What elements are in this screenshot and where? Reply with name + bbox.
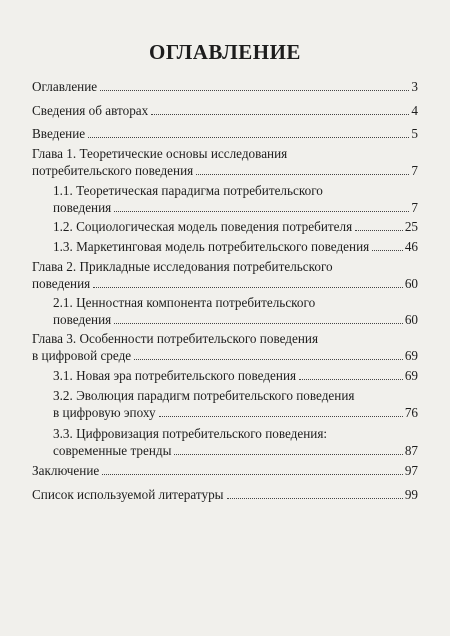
- toc-page-number: 7: [411, 200, 418, 215]
- toc-entry-text: Список используемой литературы: [32, 487, 224, 502]
- toc-page-number: 7: [411, 163, 418, 178]
- toc-entry-text: Сведения об авторах: [32, 103, 149, 118]
- toc-entry[interactable]: [53, 218, 418, 235]
- toc-entry-text: Введение: [32, 126, 86, 141]
- toc-page-number: 87: [404, 443, 418, 458]
- toc-entry[interactable]: [53, 199, 418, 216]
- toc-entry[interactable]: [53, 238, 418, 255]
- toc-page-number: 4: [411, 103, 418, 118]
- leader-dots: [88, 137, 409, 138]
- toc-page-number: 69: [404, 368, 418, 383]
- toc-page-number: 46: [404, 239, 418, 254]
- toc-entry[interactable]: [32, 347, 418, 364]
- toc-entry[interactable]: [32, 125, 418, 142]
- leader-dots: [372, 250, 403, 251]
- toc-entry-text: в цифровую эпоху: [53, 405, 156, 420]
- toc-page-number: 60: [404, 276, 418, 291]
- toc-page-number: 69: [404, 348, 418, 363]
- toc-entry[interactable]: [32, 78, 418, 95]
- leader-dots: [114, 211, 409, 212]
- leader-dots: [196, 174, 409, 175]
- toc-entry-first-line: Глава 2. Прикладные исследования потребительского: [32, 259, 333, 274]
- toc-entry-first-line: 3.3. Цифровизация потребительского поведения:: [53, 426, 328, 441]
- toc-entry-text: в цифровой среде: [32, 348, 132, 363]
- toc-entry-text: Заключение: [32, 463, 100, 478]
- toc-entry-text: поведения: [53, 200, 112, 215]
- leader-dots: [299, 379, 403, 380]
- leader-dots: [355, 230, 403, 231]
- toc-entry[interactable]: [32, 102, 418, 119]
- toc-entry[interactable]: [53, 311, 418, 328]
- toc-entry-first-line: 2.1. Ценностная компонента потребительского: [53, 295, 316, 310]
- page-title: ОГЛАВЛЕНИЕ: [149, 40, 301, 64]
- leader-dots: [227, 498, 403, 499]
- toc-entry-text: Оглавление: [32, 79, 98, 94]
- toc-entry[interactable]: [53, 442, 418, 459]
- toc-page-number: 60: [404, 312, 418, 327]
- leader-dots: [102, 474, 403, 475]
- toc-entry-text: 3.1. Новая эра потребительского поведения: [53, 368, 297, 383]
- leader-dots: [174, 454, 402, 455]
- toc-entry-text: поведения: [32, 276, 91, 291]
- toc-entry-text: потребительского поведения: [32, 163, 194, 178]
- toc-entry-text: поведения: [53, 312, 112, 327]
- toc-page-number: 3: [411, 79, 418, 94]
- toc-entry[interactable]: [32, 486, 418, 503]
- toc-page-number: 25: [404, 219, 418, 234]
- toc-entry[interactable]: [53, 367, 418, 384]
- toc-entry-first-line: Глава 3. Особенности потребительского поведения: [32, 331, 319, 346]
- leader-dots: [134, 359, 403, 360]
- toc-entry-first-line: 3.2. Эволюция парадигм потребительского поведения: [53, 388, 355, 403]
- toc-page-number: 5: [411, 126, 418, 141]
- toc-entry-text: 1.2. Социологическая модель поведения потребителя: [53, 219, 353, 234]
- toc-entry-first-line: 1.1. Теоретическая парадигма потребительского: [53, 183, 323, 198]
- toc-entry[interactable]: [32, 275, 418, 292]
- toc-entry-text: 1.3. Маркетинговая модель потребительского поведения: [53, 239, 370, 254]
- toc-page-number: 99: [404, 487, 418, 502]
- leader-dots: [151, 114, 409, 115]
- toc-entry[interactable]: [32, 162, 418, 179]
- leader-dots: [114, 323, 403, 324]
- leader-dots: [100, 90, 409, 91]
- leader-dots: [159, 416, 403, 417]
- toc-page-number: 97: [404, 463, 418, 478]
- toc-entry[interactable]: [53, 404, 418, 421]
- leader-dots: [93, 287, 403, 288]
- toc-entry-text: современные тренды: [53, 443, 172, 458]
- toc-entry[interactable]: [32, 462, 418, 479]
- toc-page-number: 76: [404, 405, 418, 420]
- toc-entry-first-line: Глава 1. Теоретические основы исследования: [32, 146, 288, 161]
